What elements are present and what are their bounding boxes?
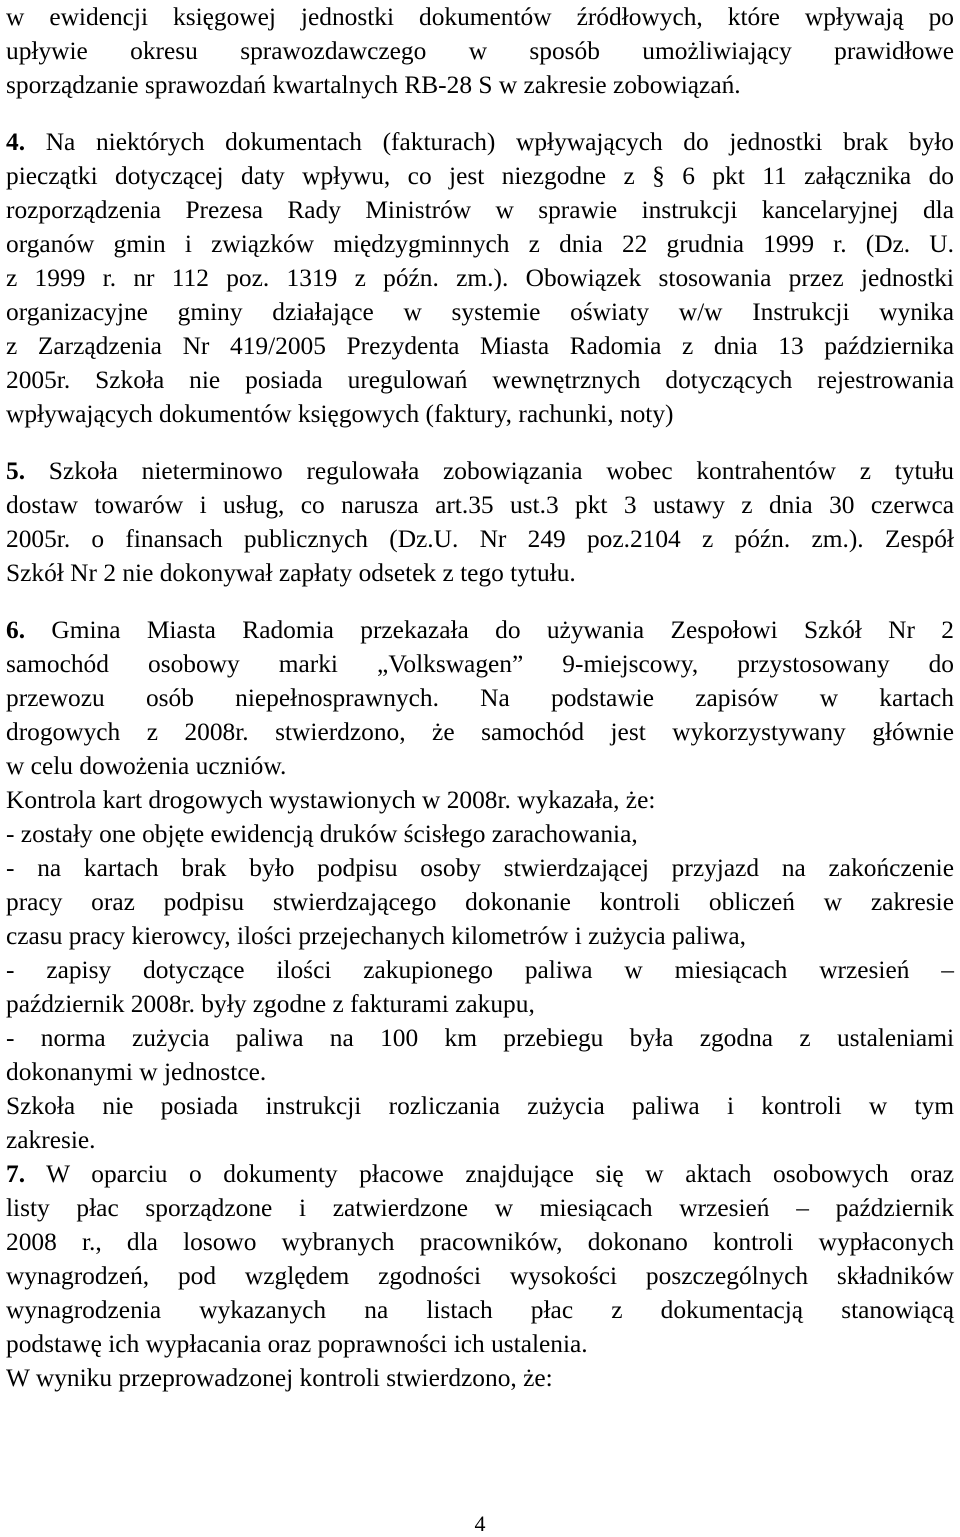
section-4-line-7: z Zarządzenia Nr 419/2005 Prezydenta Miasta Radomia z dnia 13 października	[6, 332, 954, 360]
document-page	[6, 0, 954, 1395]
section-4-number: 4.	[6, 128, 26, 156]
section-6	[6, 613, 954, 783]
section-6-line-3: przewozu osób niepełnosprawnych. Na podstawie zapisów w kartach	[6, 684, 954, 712]
control-intro: Kontrola kart drogowych wystawionych w 2008r. wykazała, że:	[6, 786, 656, 814]
section-4-line-1	[6, 125, 954, 159]
section-4-line-9: wpływających dokumentów księgowych (faktury, rachunki, noty)	[6, 400, 674, 428]
section-5-line-4: Szkół Nr 2 nie dokonywał zapłaty odsetek z tego tytułu.	[6, 559, 576, 587]
finding-1-line-1: - zostały one objęte ewidencją druków ścisłego zarachowania,	[6, 820, 638, 848]
section-7-line-6: podstawę ich wypłacania oraz poprawności ich ustalenia.	[6, 1330, 588, 1358]
intro-line-2: upływie okresu sprawozdawczego w sposób umożliwiający prawidłowe	[6, 37, 954, 65]
control-result-line: W wyniku przeprowadzonej kontroli stwierdzono, że:	[6, 1364, 553, 1392]
section-4-line-5: z 1999 r. nr 112 poz. 1319 z późn. zm.). Obowiązek stosowania przez jednostki	[6, 264, 954, 292]
section-6-line-1	[6, 613, 954, 647]
spacer	[6, 431, 954, 454]
findings-list	[6, 817, 954, 1089]
section-5	[6, 454, 954, 590]
section-6-line-1-text: Gmina Miasta Radomia przekazała do używania Zespołowi Szkół Nr 2	[25, 616, 954, 644]
section-4	[6, 125, 954, 431]
section-6-number: 6.	[6, 616, 26, 644]
section-4-line-4: organów gmin i związków międzygminnych z dnia 22 grudnia 1999 r. (Dz. U.	[6, 230, 954, 258]
section-7-line-1	[6, 1157, 954, 1191]
fuel-note-line-2: zakresie.	[6, 1126, 96, 1154]
page-number: 4	[474, 1511, 486, 1536]
section-7-number: 7.	[6, 1160, 26, 1188]
section-7-line-1-text: W oparciu o dokumenty płacowe znajdujące się w aktach osobowych oraz	[25, 1160, 954, 1188]
section-7-line-3: 2008 r., dla losowo wybranych pracowników, dokonano kontroli wypłaconych	[6, 1228, 954, 1256]
finding-3-line-1: - zapisy dotyczące ilości zakupionego paliwa w miesiącach wrzesień –	[6, 956, 954, 984]
section-6-line-5: w celu dowożenia uczniów.	[6, 752, 287, 780]
finding-2-line-2: pracy oraz podpisu stwierdzającego dokonanie kontroli obliczeń w zakresie	[6, 888, 954, 916]
section-4-line-3: rozporządzenia Prezesa Rady Ministrów w sprawie instrukcji kancelaryjnej dla	[6, 196, 954, 224]
section-5-line-3: 2005r. o finansach publicznych (Dz.U. Nr 249 poz.2104 z późn. zm.). Zespół	[6, 525, 954, 553]
spacer	[6, 102, 954, 125]
section-5-number: 5.	[6, 457, 26, 485]
finding-item	[6, 953, 954, 1021]
finding-item	[6, 817, 954, 851]
section-4-line-2: pieczątki dotyczącej daty wpływu, co jest niezgodne z § 6 pkt 11 załącznika do	[6, 162, 954, 190]
section-5-line-2: dostaw towarów i usług, co narusza art.35 ust.3 pkt 3 ustawy z dnia 30 czerwca	[6, 491, 954, 519]
finding-item	[6, 851, 954, 953]
finding-4-line-2: dokonanymi w jednostce.	[6, 1058, 267, 1086]
spacer	[6, 590, 954, 613]
section-5-line-1-text: Szkoła nieterminowo regulowała zobowiązania wobec kontrahentów z tytułu	[25, 457, 954, 485]
fuel-instruction-note	[6, 1089, 954, 1157]
finding-item	[6, 1021, 954, 1089]
section-6-line-2: samochód osobowy marki „Volkswagen” 9-miejscowy, przystosowany do	[6, 650, 954, 678]
section-7-line-2: listy płac sporządzone i zatwierdzone w miesiącach wrzesień – październik	[6, 1194, 954, 1222]
section-4-line-8: 2005r. Szkoła nie posiada uregulowań wewnętrznych dotyczących rejestrowania	[6, 366, 954, 394]
section-4-line-1-text: Na niektórych dokumentach (fakturach) wpływających do jednostki brak było	[25, 128, 954, 156]
section-5-line-1	[6, 454, 954, 488]
section-6-line-4: drogowych z 2008r. stwierdzono, że samochód jest wykorzystywany głównie	[6, 718, 954, 746]
fuel-note-line-1: Szkoła nie posiada instrukcji rozliczania zużycia paliwa i kontroli w tym	[6, 1092, 954, 1120]
section-7-line-4: wynagrodzeń, pod względem zgodności wysokości poszczególnych składników	[6, 1262, 954, 1290]
finding-4-line-1: - norma zużycia paliwa na 100 km przebiegu była zgodna z ustaleniami	[6, 1024, 954, 1052]
section-7	[6, 1157, 954, 1361]
intro-paragraph	[6, 0, 954, 102]
intro-line-3: sporządzanie sprawozdań kwartalnych RB-28 S w zakresie zobowiązań.	[6, 71, 741, 99]
intro-line-1: w ewidencji księgowej jednostki dokumentów źródłowych, które wpływają po	[6, 3, 954, 31]
section-4-line-6: organizacyjne gminy działające w systemie oświaty w/w Instrukcji wynika	[6, 298, 954, 326]
section-7-line-5: wynagrodzenia wykazanych na listach płac z dokumentacją stanowiącą	[6, 1296, 954, 1324]
finding-2-line-3: czasu pracy kierowcy, ilości przejechanych kilometrów i zużycia paliwa,	[6, 922, 746, 950]
finding-3-line-2: październik 2008r. były zgodne z fakturami zakupu,	[6, 990, 535, 1018]
finding-2-line-1: - na kartach brak było podpisu osoby stwierdzającej przyjazd na zakończenie	[6, 854, 954, 882]
